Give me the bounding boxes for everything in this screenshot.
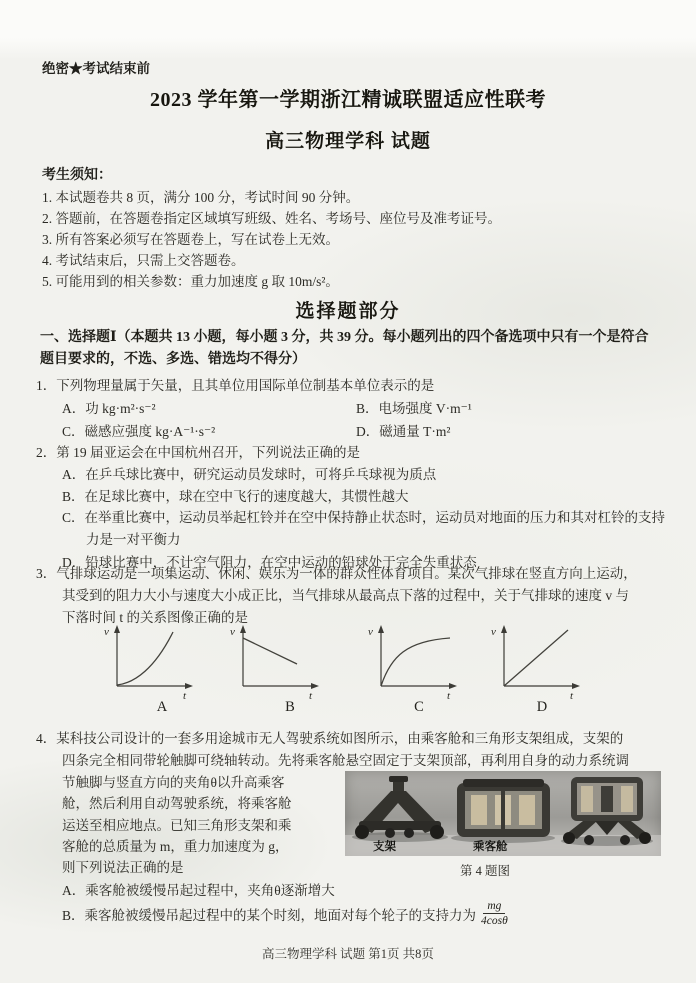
t-axis-arrow bbox=[311, 683, 319, 689]
graph-label-c: C bbox=[414, 699, 424, 715]
section-title: 选择题部分 bbox=[295, 301, 401, 322]
v-axis-label: v bbox=[230, 626, 235, 638]
q4-left-line-4: 客舱的总质量为 m，重力加速度为 g， bbox=[62, 839, 289, 854]
q3-stem-line-2: 其受到的阻力大小与速度大小成正比，当气排球从最高点下落的过程中，关于气排球的速度 v 与 bbox=[62, 588, 629, 603]
v-axis-arrow bbox=[501, 625, 507, 633]
q1-option-b: B．电场强度 V·m⁻¹ bbox=[356, 401, 472, 416]
fraction-numerator: mg bbox=[483, 899, 505, 914]
t-axis-label: t bbox=[447, 690, 451, 700]
q3-graph-c bbox=[363, 624, 463, 700]
fraction-denominator: 4cosθ bbox=[481, 915, 508, 928]
curve-concave-down bbox=[381, 638, 450, 686]
q4-left-line-3: 运送至相应地点。已知三角形支架和乘 bbox=[62, 818, 292, 833]
q4-option-b-fraction bbox=[481, 899, 508, 929]
q2-option-c: C．在举重比赛中，运动员举起杠铃并在空中保持静止状态时，运动员对地面的压力和其对杠铃的支持力是一对平衡力 bbox=[62, 510, 666, 547]
cabin-silhouette bbox=[451, 779, 555, 843]
q4-option-a: A．乘客舱被缓慢吊起过程中，夹角θ逐渐增大 bbox=[62, 883, 335, 898]
q1-option-c: C．磁感应强度 kg·A⁻¹·s⁻² bbox=[62, 424, 216, 439]
q4-left-line-2: 舱，然后利用自动驾驶系统，将乘客舱 bbox=[62, 796, 292, 811]
exam-title: 2023 学年第一学期浙江精诚联盟适应性联考 bbox=[150, 89, 546, 111]
q4-option-b bbox=[62, 899, 508, 929]
q4-left-line-5: 则下列说法正确的是 bbox=[62, 860, 184, 875]
line-decreasing bbox=[243, 638, 297, 664]
v-axis-arrow bbox=[240, 625, 246, 633]
q3-graph-d bbox=[486, 624, 586, 700]
figure-label-bracket: 支架 bbox=[373, 841, 396, 853]
figure-label-cabin: 乘客舱 bbox=[473, 841, 508, 853]
graph-label-d: D bbox=[536, 699, 548, 715]
notices-heading: 考生须知： bbox=[42, 168, 112, 183]
graph-label-b: B bbox=[285, 699, 295, 715]
q1-option-a: A．功 kg·m²·s⁻² bbox=[62, 401, 156, 416]
q2-option-b: B．在足球比赛中，球在空中飞行的速度越大，其惯性越大 bbox=[62, 489, 409, 504]
secrecy-label: 绝密★考试结束前 bbox=[42, 61, 150, 76]
q4-option-b-text: B．乘客舱被缓慢吊起过程中的某个时刻，地面对每个轮子的支持力为 bbox=[62, 907, 477, 923]
graph-label-a: A bbox=[156, 699, 168, 715]
v-axis-label: v bbox=[368, 626, 373, 638]
bracket-silhouette bbox=[352, 776, 448, 842]
q2-stem: 2．第 19 届亚运会在中国杭州召开，下列说法正确的是 bbox=[36, 445, 360, 460]
q3-graph-b bbox=[225, 624, 325, 700]
q2-option-d: D．铅球比赛中，不计空气阻力，在空中运动的铅球处于完全失重状态 bbox=[62, 555, 477, 570]
q2-option-a: A．在乒乓球比赛中，研究运动员发球时，可将乒乓球视为质点 bbox=[62, 467, 437, 482]
q1-stem: 1．下列物理量属于矢量，且其单位用国际单位制基本单位表示的是 bbox=[36, 378, 435, 393]
page-footer: 高三物理学科 试题 第1页 共8页 bbox=[262, 947, 434, 961]
q3-stem-line-3: 下落时间 t 的关系图像正确的是 bbox=[62, 610, 249, 625]
t-axis-label: t bbox=[183, 690, 187, 700]
notice-item-3: 3. 所有答案必须写在答题卷上，写在试卷上无效。 bbox=[42, 232, 339, 247]
notice-item-5: 5. 可能用到的相关参数：重力加速度 g 取 10m/s²。 bbox=[42, 274, 339, 289]
v-axis-label: v bbox=[491, 626, 496, 638]
v-axis-label: v bbox=[104, 626, 109, 638]
notice-item-1: 1. 本试题卷共 8 页，满分 100 分，考试时间 90 分钟。 bbox=[42, 190, 360, 205]
section-intro-line-2: 题目要求的，不选、多选、错选均不得分） bbox=[40, 352, 306, 367]
notice-item-4: 4. 考试结束后，只需上交答题卷。 bbox=[42, 253, 245, 268]
t-axis-arrow bbox=[449, 683, 457, 689]
curve-concave-up bbox=[117, 632, 173, 685]
q4-line-1: 4．某科技公司设计的一套多用途城市无人驾驶系统如图所示，由乘客舱和三角形支架组成，支架的 bbox=[36, 731, 624, 746]
t-axis-arrow bbox=[572, 683, 580, 689]
q4-line-2: 四条完全相同带轮触脚可绕轴转动。先将乘客舱悬空固定于支架顶部，再利用自身的动力系统调 bbox=[62, 753, 629, 768]
q4-left-line-1: 节触脚与竖直方向的夹角θ以升高乘客 bbox=[62, 775, 285, 790]
q4-figure-photo bbox=[345, 771, 661, 856]
q1-option-d: D．磁通量 T·m² bbox=[356, 424, 451, 439]
line-increasing bbox=[504, 630, 568, 686]
v-axis-arrow bbox=[114, 625, 120, 633]
figure-caption: 第 4 题图 bbox=[459, 864, 510, 878]
exam-subtitle: 高三物理学科 试题 bbox=[265, 131, 431, 152]
section-intro-line-1: 一、选择题Ⅰ（本题共 13 小题，每小题 3 分，共 39 分。每小题列出的四个备选项中只有一个是符合 bbox=[40, 330, 649, 345]
v-axis-arrow bbox=[378, 625, 384, 633]
q3-graph-a bbox=[99, 624, 199, 700]
notice-item-2: 2. 答题前，在答题卷指定区域填写班级、姓名、考场号、座位号及准考证号。 bbox=[42, 211, 501, 226]
t-axis-arrow bbox=[185, 683, 193, 689]
t-axis-label: t bbox=[570, 690, 574, 700]
q3-stem-line-1: 3．气排球运动是一项集运动、休闲、娱乐为一体的群众性体育项目。某次气排球在竖直方向上运动， bbox=[36, 566, 637, 581]
t-axis-label: t bbox=[309, 690, 313, 700]
